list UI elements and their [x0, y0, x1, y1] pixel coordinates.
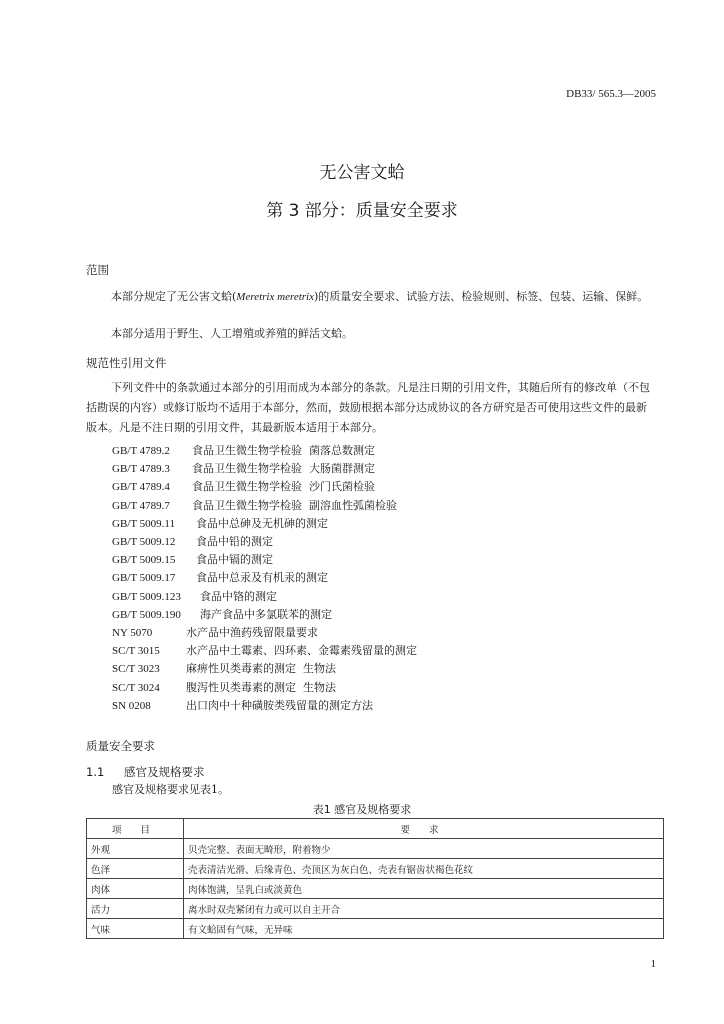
- normative-paragraph: 下列文件中的条款通过本部分的引用而成为本部分的条款。凡是注日期的引用文件，其随后所有的修改单（不包括勘误的内容）或修订版均不适用于本部分，然而，鼓励根据本部分达成协议的各方研究是否可使用这些文件的最新版本。凡是不注日期的引用文件，其最新版本适用于本部分。: [86, 381, 650, 434]
- table-cell-item: 气味: [87, 919, 184, 939]
- reference-title: 食品卫生微生物学检验 沙门氏菌检验: [192, 480, 375, 494]
- section-heading-scope: 范围: [86, 263, 109, 277]
- reference-title: 麻痹性贝类毒素的测定 生物法: [186, 662, 336, 676]
- table-caption: 表1 感官及规格要求: [312, 803, 412, 816]
- scope-paragraph-2: 本部分适用于野生、人工增殖或养殖的鲜活文蛤。: [111, 327, 353, 340]
- reference-code: SC/T 3024: [112, 681, 160, 694]
- document-subtitle: 第 3 部分：质量安全要求: [266, 201, 458, 221]
- reference-code: SN 0208: [112, 699, 151, 712]
- reference-code: GB/T 5009.15: [112, 554, 176, 567]
- table-cell-requirement: 肉体饱满，呈乳白或淡黄色: [184, 879, 664, 899]
- standard-code: DB33/ 565.3—2005: [566, 88, 656, 100]
- reference-item: [112, 624, 318, 640]
- reference-item: [112, 515, 328, 531]
- reference-code: GB/T 5009.123: [112, 590, 181, 603]
- reference-code: GB/T 4789.7: [112, 499, 170, 512]
- reference-title: 食品中镉的测定: [196, 553, 273, 567]
- reference-title: 水产品中土霉素、四环素、金霉素残留量的测定: [186, 644, 417, 658]
- reference-item: [112, 588, 277, 604]
- subsection-number: 1.1: [86, 765, 105, 779]
- reference-title: 水产品中渔药残留限量要求: [186, 626, 318, 639]
- reference-item: [112, 497, 397, 513]
- reference-item: [112, 697, 373, 713]
- sensory-table: [86, 818, 664, 939]
- table-row: [87, 859, 664, 879]
- table-cell-item: 肉体: [87, 879, 184, 899]
- reference-title: 食品卫生微生物学检验 大肠菌群测定: [192, 462, 375, 476]
- table-cell-requirement: 壳表清洁光滑、后缘青色、壳顶区为灰白色、壳表有锯齿状褐色花纹: [184, 859, 664, 879]
- reference-code: GB/T 5009.11: [112, 517, 175, 530]
- page-number: 1: [650, 958, 656, 970]
- reference-code: GB/T 4789.3: [112, 463, 170, 476]
- reference-title: 出口肉中十种磺胺类残留量的测定方法: [186, 698, 373, 712]
- reference-code: SC/T 3023: [112, 663, 160, 676]
- table-row: [87, 899, 664, 919]
- section-heading-normative: 规范性引用文件: [86, 356, 167, 370]
- document-title: 无公害文蛤: [319, 163, 405, 183]
- reference-code: GB/T 4789.2: [112, 445, 170, 457]
- reference-item: [112, 642, 417, 658]
- table-cell-item: 活力: [87, 899, 184, 919]
- reference-code: GB/T 5009.190: [112, 608, 181, 621]
- reference-item: [112, 442, 375, 458]
- table-header-item: 项 目: [87, 819, 184, 839]
- reference-title: 腹泻性贝类毒素的测定 生物法: [186, 680, 336, 694]
- reference-code: NY 5070: [112, 627, 153, 639]
- subsection-heading: [86, 764, 204, 780]
- reference-code: SC/T 3015: [112, 645, 160, 658]
- subsection-title: 感官及规格要求: [123, 765, 205, 779]
- reference-title: 海产食品中多氯联苯的测定: [200, 607, 332, 621]
- reference-title: 食品中总砷及无机砷的测定: [196, 516, 328, 530]
- reference-code: GB/T 4789.4: [112, 481, 170, 494]
- reference-item: [112, 679, 336, 695]
- reference-title: 食品中铅的测定: [196, 535, 273, 548]
- table-row: [87, 839, 664, 859]
- reference-title: 食品中铬的测定: [200, 589, 277, 603]
- reference-item: [112, 551, 273, 567]
- reference-title: 食品卫生微生物学检验 副溶血性弧菌检验: [192, 498, 397, 512]
- table-row: [87, 919, 664, 939]
- reference-item: [112, 606, 332, 622]
- table-cell-requirement: 贝壳完整、表面无畸形，附着物少: [184, 839, 664, 859]
- reference-item: [112, 460, 375, 476]
- reference-item: [112, 533, 273, 549]
- reference-item: [112, 660, 336, 676]
- table-header-requirement: 要 求: [184, 819, 664, 839]
- reference-item: [112, 569, 328, 585]
- reference-code: GB/T 5009.17: [112, 572, 176, 585]
- reference-code: GB/T 5009.12: [112, 536, 176, 548]
- table-cell-requirement: 有文蛤固有气味，无异味: [184, 919, 664, 939]
- table-cell-item: 色泽: [87, 859, 184, 879]
- section-heading-quality: 质量安全要求: [86, 739, 155, 753]
- table-cell-item: 外观: [87, 839, 184, 859]
- table-row: [87, 879, 664, 899]
- reference-item: [112, 478, 375, 494]
- reference-title: 食品卫生微生物学检验 菌落总数测定: [192, 444, 375, 457]
- table-cell-requirement: 离水时双壳紧闭有力或可以自主开合: [184, 899, 664, 919]
- reference-title: 食品中总汞及有机汞的测定: [196, 571, 328, 585]
- scope-paragraph-1: 本部分规定了无公害文蛤(Meretrix meretrix)的质量安全要求、试验方法、检验规则、标签、包装、运输、保鲜。: [111, 290, 649, 303]
- table-header-row: [87, 819, 664, 839]
- subsection-text: 感官及规格要求见表1。: [112, 783, 229, 796]
